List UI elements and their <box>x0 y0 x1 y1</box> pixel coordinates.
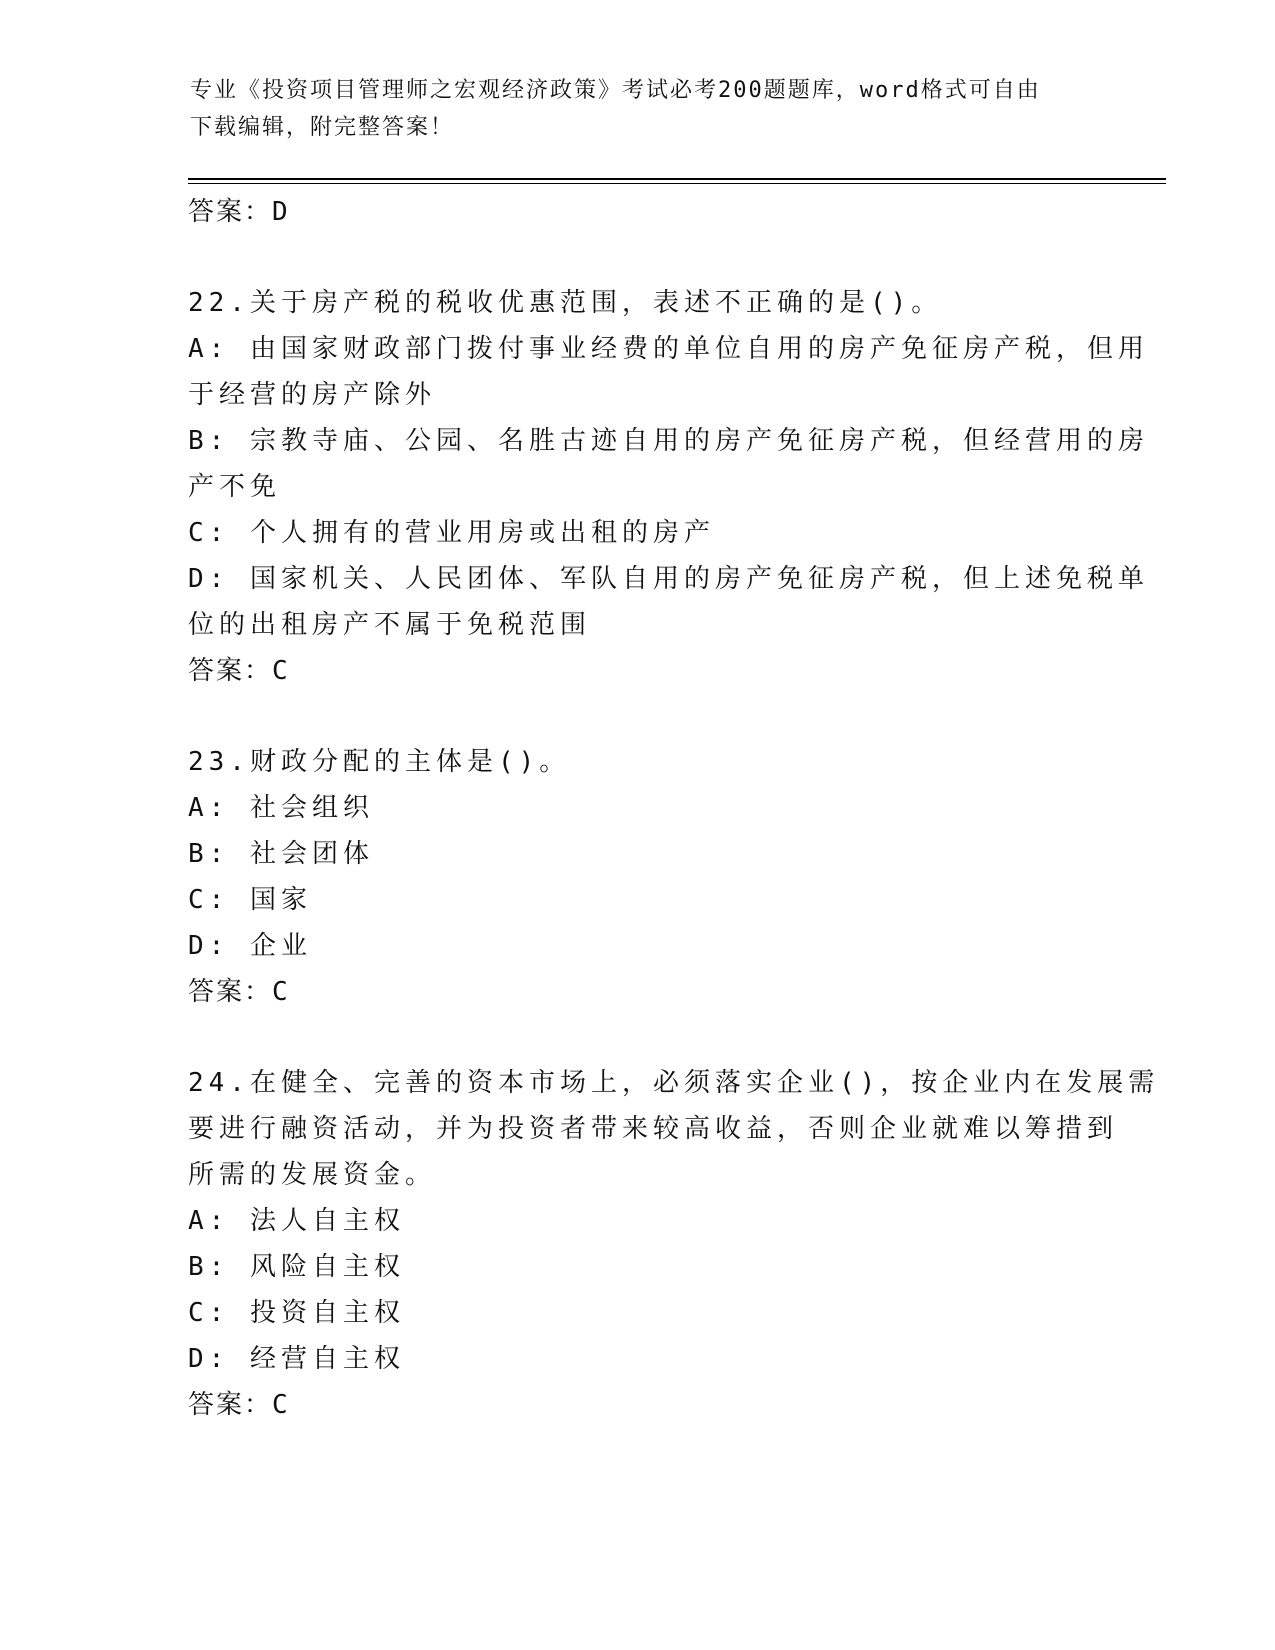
question-23-option-a: A: 社会组织 <box>188 793 374 823</box>
header-divider-thin <box>188 183 1166 184</box>
question-24-stem-cont-2: 所需的发展资金。 <box>188 1160 437 1190</box>
question-24-option-d: D: 经营自主权 <box>188 1344 405 1374</box>
question-22-option-a-cont: 于经营的房产除外 <box>188 380 437 410</box>
document-body <box>188 189 1160 1428</box>
question-24-answer: 答案：C <box>188 1390 290 1420</box>
question-23 <box>188 739 1108 1015</box>
question-24-option-c: C: 投资自主权 <box>188 1298 405 1328</box>
question-22-option-b: B: 宗教寺庙、公园、名胜古迹自用的房产免征房产税，但经营用的房 <box>188 426 1149 456</box>
answer-previous: 答案：D <box>188 197 290 227</box>
question-22-stem: 22.关于房产税的税收优惠范围，表述不正确的是()。 <box>188 288 943 318</box>
question-23-option-c: C: 国家 <box>188 885 312 915</box>
document-header <box>190 72 1090 146</box>
question-24-stem: 24.在健全、完善的资本市场上，必须落实企业()，按企业内在发展需 <box>188 1068 1160 1098</box>
question-23-stem: 23.财政分配的主体是()。 <box>188 747 571 777</box>
question-23-option-d: D: 企业 <box>188 931 312 961</box>
question-24-stem-cont-1: 要进行融资活动，并为投资者带来较高收益，否则企业就难以筹措到 <box>188 1114 1119 1144</box>
question-22-option-c: C: 个人拥有的营业用房或出租的房产 <box>188 518 715 548</box>
header-divider-thick <box>188 178 1166 180</box>
question-22-option-b-cont: 产不免 <box>188 472 282 502</box>
question-22-option-d: D: 国家机关、人民团体、军队自用的房产免征房产税，但上述免税单 <box>188 564 1149 594</box>
question-22-option-a: A: 由国家财政部门拨付事业经费的单位自用的房产免征房产税，但用 <box>188 334 1149 364</box>
question-23-answer: 答案：C <box>188 977 290 1007</box>
question-24-option-b: B: 风险自主权 <box>188 1252 405 1282</box>
question-23-option-b: B: 社会团体 <box>188 839 374 869</box>
question-24 <box>188 1060 1160 1428</box>
question-22-option-d-cont: 位的出租房产不属于免税范围 <box>188 610 592 640</box>
question-22-answer: 答案：C <box>188 656 290 686</box>
header-line-1: 专业《投资项目管理师之宏观经济政策》考试必考200题题库，word格式可自由 <box>190 78 1041 103</box>
header-line-2: 下载编辑，附完整答案！ <box>190 115 455 140</box>
question-22 <box>188 280 1149 694</box>
question-24-option-a: A: 法人自主权 <box>188 1206 405 1236</box>
